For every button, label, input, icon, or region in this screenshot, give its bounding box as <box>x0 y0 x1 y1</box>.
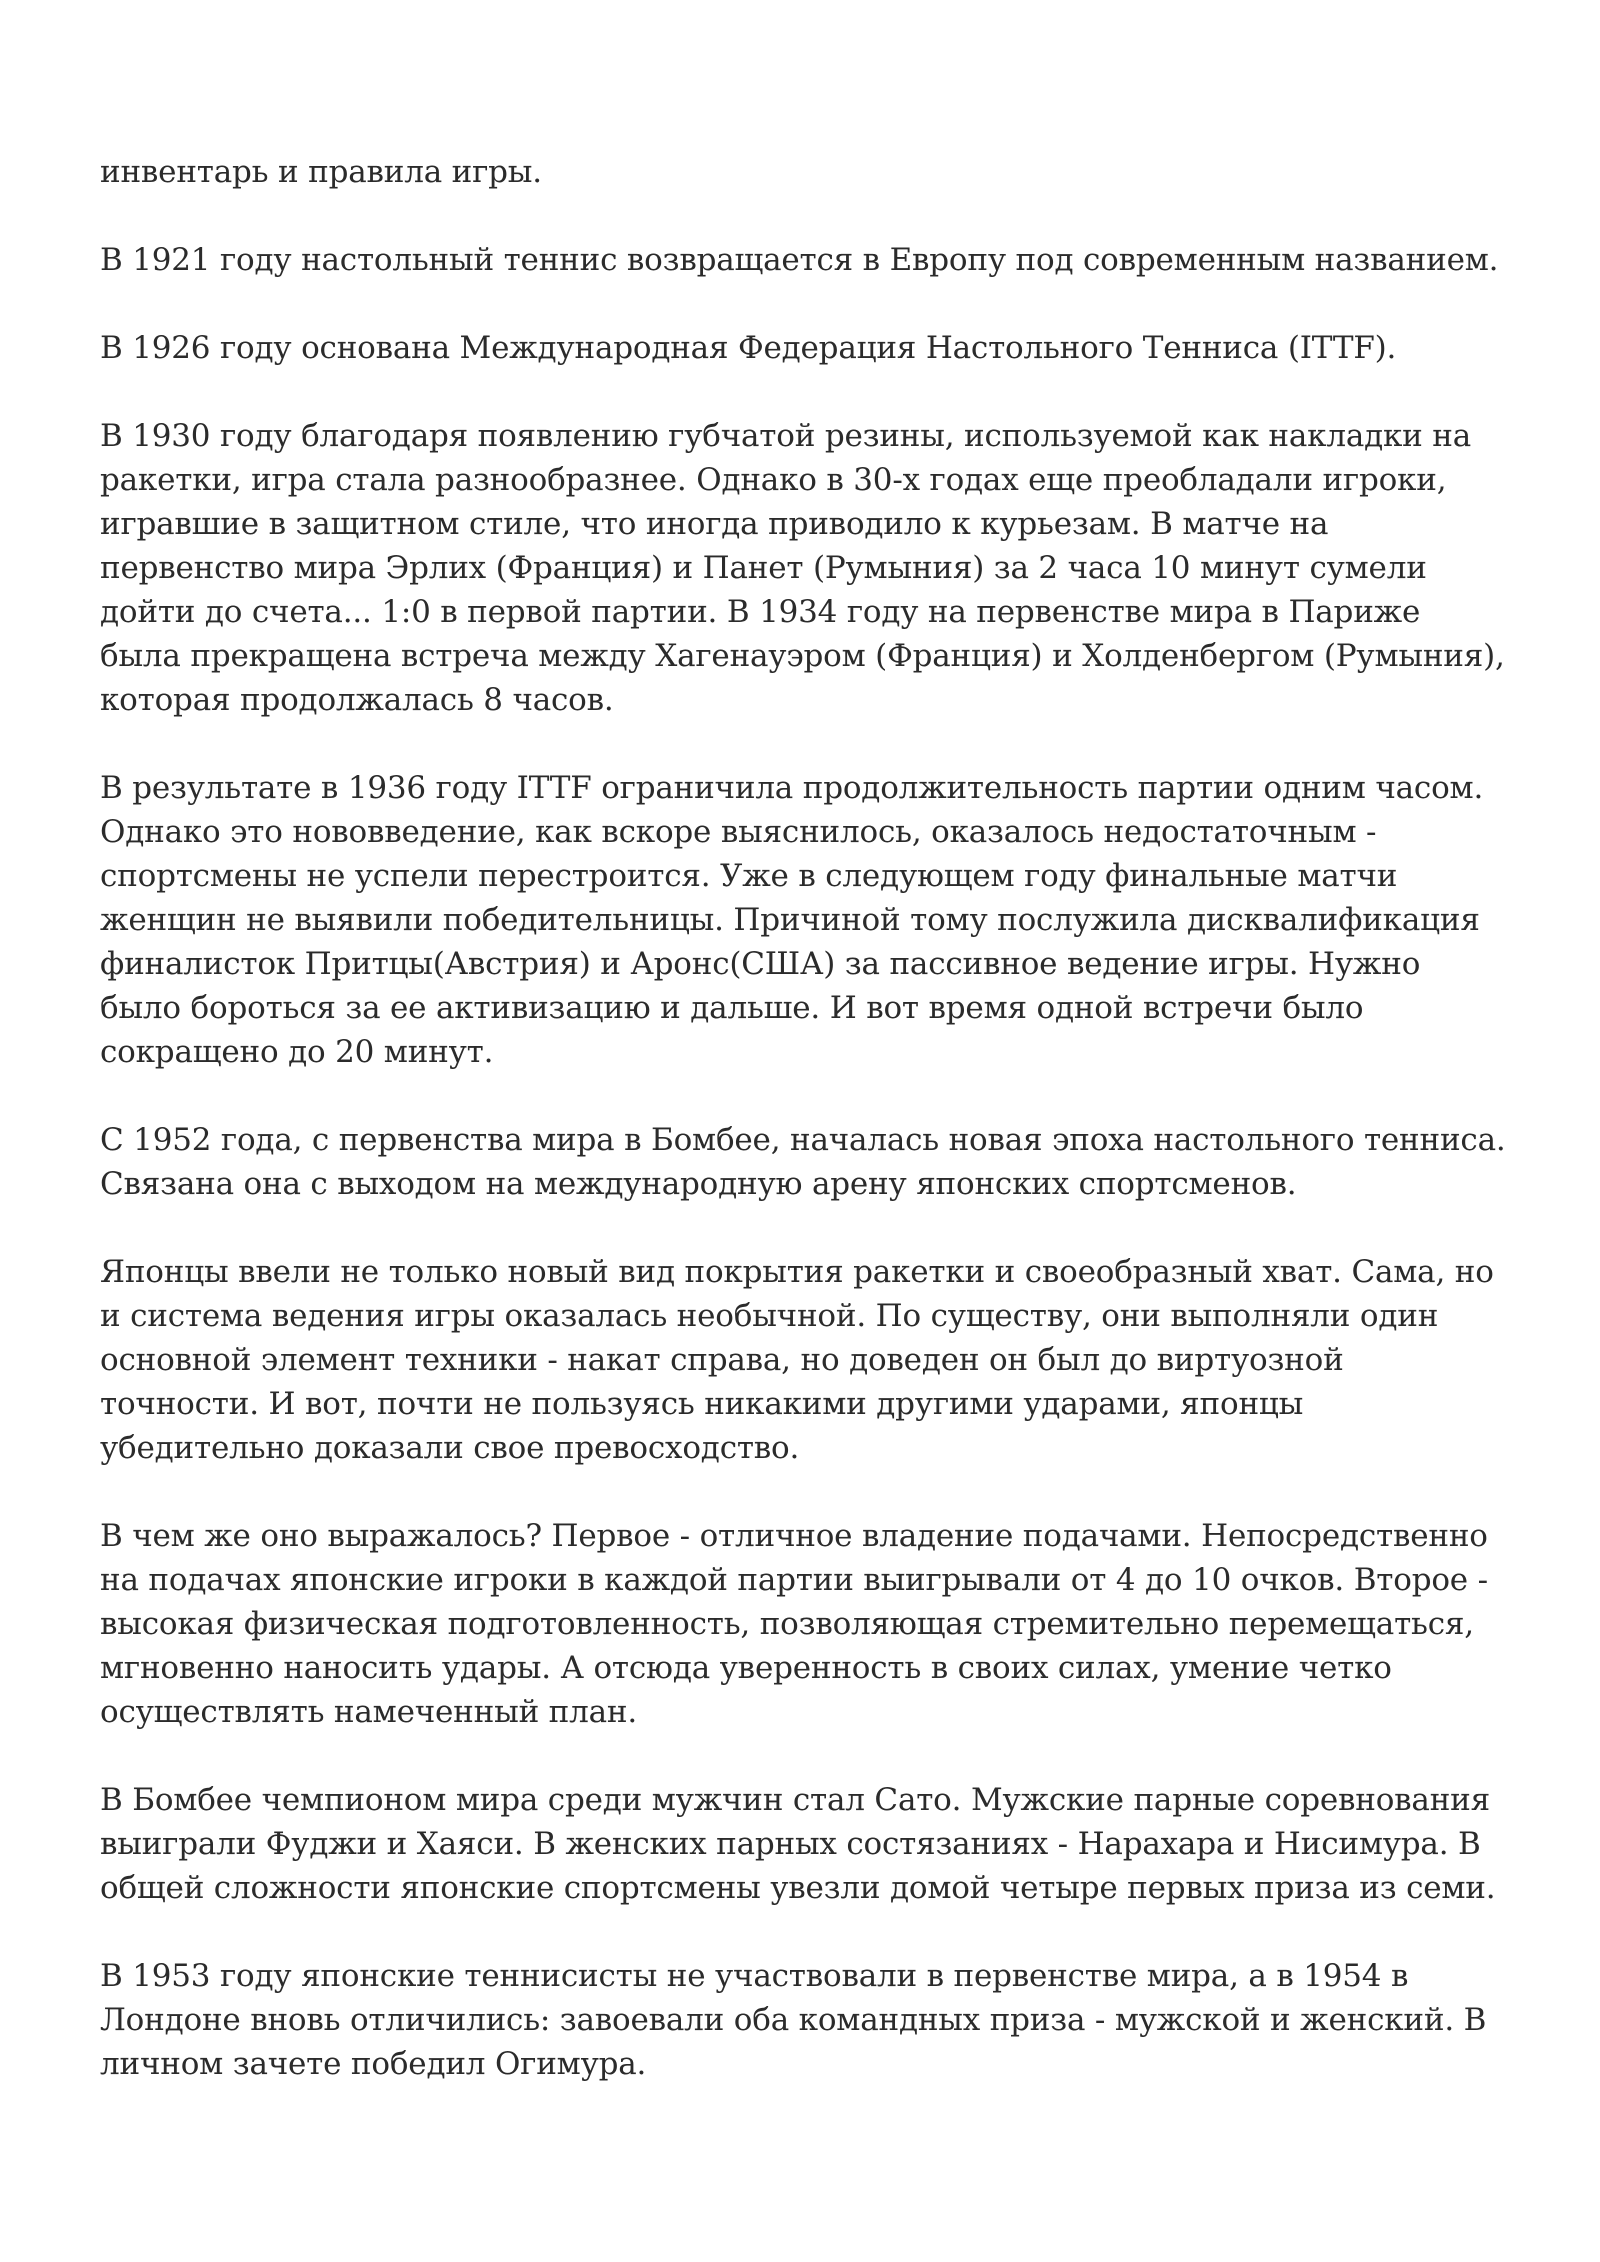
paragraph-9: В Бомбее чемпионом мира среди мужчин стал Сато. Мужские парные соревнования выиграли Фуджи и Хаяси. В женских парных состязаниях - Нарахара и Нисимура. В общей сложности японские спортсмены увезли домой четыре первых приза из семи. <box>100 1782 1496 1906</box>
paragraph-4: В 1930 году благодаря появлению губчатой резины, используемой как накладки на ракетки, игра стала разнообразнее. Однако в 30-х годах еще преобладали игроки, игравшие в защитном стиле, что иногда приводило к курьезам. В матче на первенство мира Эрлих (Франция) и Панет (Румыния) за 2 часа 10 минут сумели дойти до счета... 1:0 в первой партии. В 1934 году на первенстве мира в Париже была прекращена встреча между Хагенауэром (Франция) и Холденбергом (Румыния), которая продолжалась 8 часов. <box>100 418 1505 718</box>
paragraph-8: В чем же оно выражалось? Первое - отличное владение подачами. Непосредственно на подачах японские игроки в каждой партии выигрывали от 4 до 10 очков. Второе - высокая физическая подготовленность, позволяющая стремительно перемещаться, мгновенно наносить удары. А отсюда уверенность в своих силах, умение четко осуществлять намеченный план. <box>100 1518 1488 1730</box>
paragraph-7: Японцы ввели не только новый вид покрытия ракетки и своеобразный хват. Сама, но и система ведения игры оказалась необычной. По существу, они выполняли один основной элемент техники - накат справа, но доведен он был до виртуозной точности. И вот, почти не пользуясь никакими другими ударами, японцы убедительно доказали свое превосходство. <box>100 1254 1494 1466</box>
paragraph-3: В 1926 году основана Международная Федерация Настольного Тенниса (ITTF). <box>100 330 1397 366</box>
paragraph-1: инвентарь и правила игры. <box>100 154 542 190</box>
paragraph-2: В 1921 году настольный теннис возвращается в Европу под современным названием. <box>100 242 1499 278</box>
paragraph-5: В результате в 1936 году ITTF ограничила продолжительность партии одним часом. Однако это нововведение, как вскоре выяснилось, оказалось недостаточным - спортсмены не успели перестроится. Уже в следующем году финальные матчи женщин не выявили победительницы. Причиной тому послужила дисквалификация финалисток Притцы(Австрия) и Аронс(США) за пассивное ведение игры. Нужно было бороться за ее активизацию и дальше. И вот время одной встречи было сокращено до 20 минут. <box>100 770 1484 1070</box>
paragraph-10: В 1953 году японские теннисисты не участвовали в первенстве мира, а в 1954 в Лондоне вновь отличились: завоевали оба командных приза - мужской и женский. В личном зачете победил Огимура. <box>100 1958 1487 2082</box>
paragraph-6: С 1952 года, с первенства мира в Бомбее, началась новая эпоха настольного тенниса. Связана она с выходом на международную арену японских спортсменов. <box>100 1122 1506 1202</box>
